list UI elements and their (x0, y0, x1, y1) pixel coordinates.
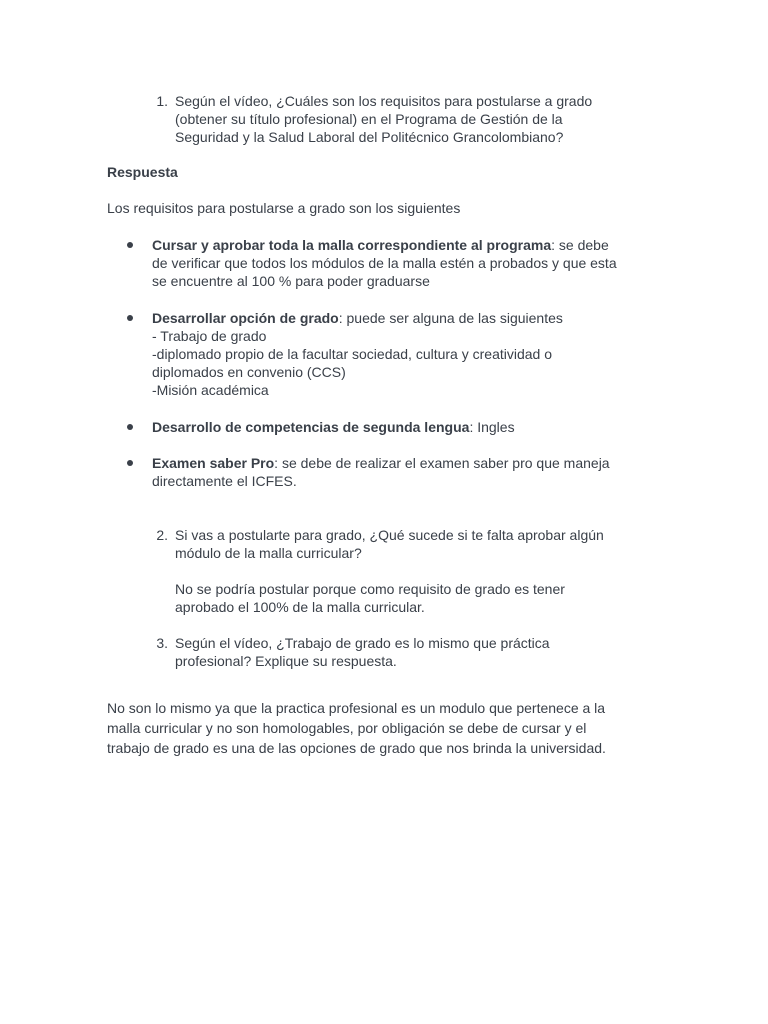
bullet-item-1 (152, 236, 662, 290)
bullet-4-bold: Examen saber Pro (152, 455, 275, 471)
bullet-1-rest: : se debe (551, 237, 609, 253)
question-3-line: profesional? Explique su respuesta. (175, 653, 397, 669)
intro-text: Los requisitos para postularse a grado son los siguientes (107, 200, 461, 216)
question-2-number: 2. (156, 527, 168, 543)
bullet-2-line: - Trabajo de grado (152, 328, 267, 344)
bullet-4-rest: : se debe de realizar el examen saber pro que maneja (274, 455, 610, 471)
bullet-3-bold: Desarrollo de competencias de segunda lengua (152, 419, 470, 435)
question-3-text (175, 634, 645, 670)
question-3-number: 3. (156, 635, 168, 651)
final-answer-line: No son lo mismo ya que la practica profesional es un modulo que pertenece a la (107, 700, 606, 716)
answer-heading: Respuesta (107, 164, 178, 180)
bullet-dot (127, 424, 133, 430)
bullet-4-line: directamente el ICFES. (152, 473, 297, 489)
final-answer (107, 698, 667, 758)
bullet-1-bold: Cursar y aprobar toda la malla correspondiente al programa (152, 237, 552, 253)
bullet-1-line: se encuentre al 100 % para poder graduarse (152, 273, 430, 289)
final-answer-line: trabajo de grado es una de las opciones de grado que nos brinda la universidad. (107, 740, 606, 756)
question-1-number: 1. (156, 93, 168, 109)
question-1-line: Seguridad y la Salud Laboral del Politécnico Grancolombiano? (175, 129, 564, 145)
bullet-dot (127, 242, 133, 248)
question-2-line: Si vas a postularte para grado, ¿Qué sucede si te falta aprobar algún (175, 527, 604, 543)
bullet-2-line: -Misión académica (152, 382, 269, 398)
final-answer-line: malla curricular y no son homologables, por obligación se debe de cursar y el (107, 720, 587, 736)
question-2-answer-line: No se podría postular porque como requisito de grado es tener (175, 581, 565, 597)
bullet-3-rest: : Ingles (469, 419, 515, 435)
bullet-2-line: -diplomado propio de la facultar sociedad, cultura y creatividad o (152, 346, 553, 362)
question-1-line: (obtener su título profesional) en el Programa de Gestión de la (175, 111, 563, 127)
question-2-answer (175, 580, 645, 616)
bullet-2-rest: : puede ser alguna de las siguientes (338, 310, 563, 326)
bullet-2-bold: Desarrollar opción de grado (152, 310, 339, 326)
question-2-text (175, 526, 645, 562)
bullet-2-line: diplomados en convenio (CCS) (152, 364, 346, 380)
bullet-item-3 (152, 418, 662, 436)
bullet-item-2 (152, 309, 662, 399)
bullet-dot (127, 460, 133, 466)
question-1-text (175, 92, 645, 146)
bullet-item-4 (152, 454, 662, 490)
bullet-dot (127, 315, 133, 321)
question-2-answer-line: aprobado el 100% de la malla curricular. (175, 599, 425, 615)
bullet-1-line: de verificar que todos los módulos de la malla estén a probados y que esta (152, 255, 617, 271)
question-3-line: Según el vídeo, ¿Trabajo de grado es lo mismo que práctica (175, 635, 550, 651)
question-1-line: Según el vídeo, ¿Cuáles son los requisitos para postularse a grado (175, 93, 593, 109)
question-2-line: módulo de la malla curricular? (175, 545, 362, 561)
